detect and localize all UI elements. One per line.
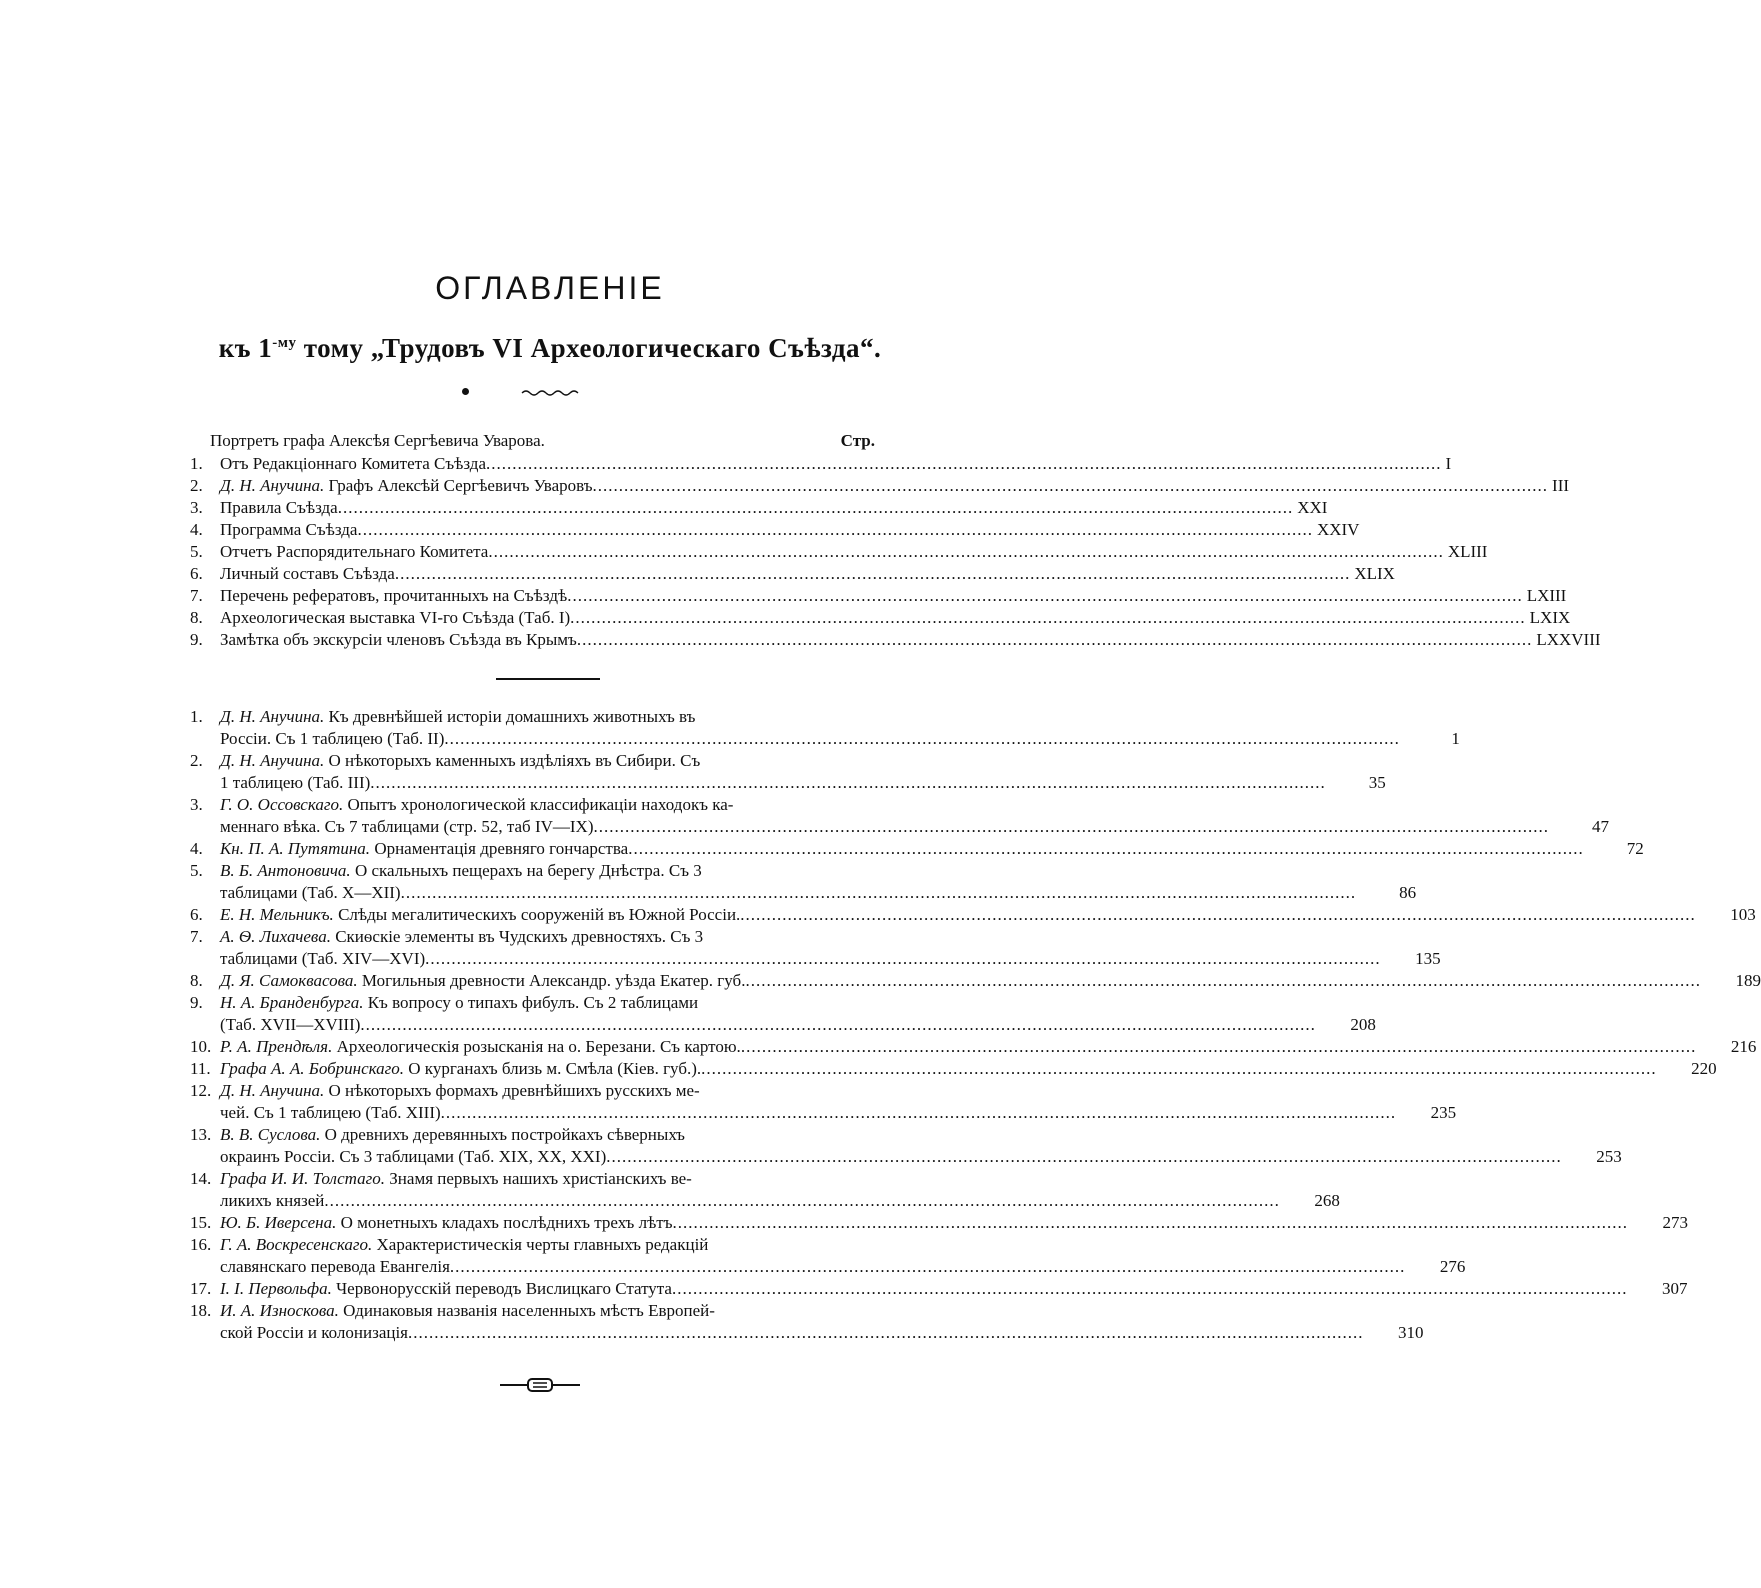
article-author: Д. Я. Самоквасова. <box>220 971 358 990</box>
article-title-continued: Россіи. Съ 1 таблицею (Таб. II) <box>220 729 445 748</box>
article-page: 216 <box>1730 1037 1757 1056</box>
article-line-2 <box>220 948 1441 970</box>
entry-body <box>220 453 1526 475</box>
article-author: Д. Н. Анучина. <box>220 707 325 726</box>
article-entry <box>190 970 1761 992</box>
article-body <box>220 838 1644 860</box>
entry-title: Правила Съѣзда <box>220 498 338 517</box>
leader-dots <box>577 629 1533 651</box>
article-line-2 <box>220 1014 1376 1036</box>
article-number: 13. <box>190 1125 212 1144</box>
entry-text <box>220 607 570 629</box>
article-number: 7. <box>190 927 203 946</box>
article-line-2 <box>220 728 1460 750</box>
article-line-2 <box>220 882 1416 904</box>
article-number: 8. <box>190 971 203 990</box>
article-title: Опытъ хронологической классификаціи находокъ ка- <box>343 795 734 814</box>
article-line-1 <box>220 1168 1340 1190</box>
article-line-1 <box>220 1300 1424 1322</box>
article-text <box>220 1124 685 1146</box>
articles-section <box>190 706 1761 1344</box>
article-text <box>220 750 700 772</box>
article-title: Къ вопросу о типахъ фибулъ. Съ 2 таблицами <box>363 993 699 1012</box>
article-author: А. Ѳ. Лихачева. <box>220 927 331 946</box>
entry-line <box>220 541 1528 563</box>
entry-text <box>220 519 357 541</box>
entry-page: I <box>1445 454 1452 473</box>
entry-line <box>220 563 1434 585</box>
entry-number: 7. <box>190 586 203 605</box>
article-title-continued: таблицами (Таб. XIV—XVI) <box>220 949 426 968</box>
article-author: Д. Н. Анучина. <box>220 1081 325 1100</box>
article-title: О древнихъ деревянныхъ постройкахъ сѣверныхъ <box>320 1125 685 1144</box>
article-text <box>220 1036 741 1058</box>
article-entry <box>190 1058 1717 1080</box>
article-title: Червонорусскій переводъ Вислицкаго Статута <box>331 1279 672 1298</box>
leader-dots <box>324 1190 1280 1212</box>
front-entry <box>190 541 1488 563</box>
front-entry <box>190 497 1328 519</box>
article-number: 10. <box>190 1037 212 1056</box>
article-line-2 <box>220 1322 1424 1344</box>
entry-body <box>220 475 1632 497</box>
ornament-dot <box>462 388 469 395</box>
entry-number: 6. <box>190 564 203 583</box>
article-body <box>220 1036 1756 1058</box>
article-body <box>220 1234 1465 1278</box>
article-page: 1 <box>1451 729 1460 748</box>
article-line-1 <box>220 1036 1756 1058</box>
leader-dots <box>570 607 1526 629</box>
article-body <box>220 1212 1688 1234</box>
article-title-continued: ликихъ князей <box>220 1191 325 1210</box>
article-page: 135 <box>1415 949 1441 968</box>
article-line-1 <box>220 1278 1687 1300</box>
article-page: 189 <box>1735 971 1761 990</box>
leader-dots <box>741 1036 1697 1058</box>
tailpiece-ornament <box>500 1377 580 1393</box>
entry-text <box>220 453 486 475</box>
entry-page: XLIII <box>1447 542 1488 561</box>
entry-body <box>220 585 1607 607</box>
leader-dots <box>488 541 1444 563</box>
article-entry <box>190 992 1376 1036</box>
article-line-1 <box>220 794 1609 816</box>
article-entry <box>190 1300 1424 1344</box>
article-title: Одинаковыя названія населенныхъ мѣстъ Европей- <box>338 1301 715 1320</box>
leader-dots <box>567 585 1523 607</box>
entry-body <box>220 519 1397 541</box>
article-entry <box>190 1080 1457 1124</box>
entry-number: 2. <box>190 476 203 495</box>
article-body <box>220 1058 1717 1080</box>
entry-number: 3. <box>190 498 203 517</box>
entry-body <box>220 563 1434 585</box>
article-line-1 <box>220 750 1386 772</box>
article-page: 47 <box>1591 817 1609 836</box>
entry-line <box>220 607 1610 629</box>
article-text <box>220 1168 692 1190</box>
article-line-1 <box>220 1058 1717 1080</box>
entry-line <box>220 453 1526 475</box>
article-body <box>220 794 1609 838</box>
article-number: 18. <box>190 1301 212 1320</box>
article-text <box>220 1278 672 1300</box>
article-entry <box>190 1278 1688 1300</box>
article-page: 220 <box>1691 1059 1717 1078</box>
article-line-1 <box>220 992 1376 1014</box>
article-line-2 <box>220 1102 1456 1124</box>
entry-line <box>220 475 1632 497</box>
article-line-2 <box>220 772 1386 794</box>
entry-line <box>220 497 1377 519</box>
article-number: 11. <box>190 1059 211 1078</box>
leader-dots <box>593 816 1549 838</box>
entry-line <box>220 519 1397 541</box>
article-number: 1. <box>190 707 203 726</box>
article-number: 3. <box>190 795 203 814</box>
leader-dots <box>745 970 1701 992</box>
article-body <box>220 860 1416 904</box>
entry-page: LXIX <box>1529 608 1571 627</box>
article-author: Графа И. И. Толстаго. <box>220 1169 386 1188</box>
leader-dots <box>441 1102 1397 1124</box>
article-line-1 <box>220 1080 1456 1102</box>
article-entry <box>190 1124 1622 1168</box>
front-entry <box>190 607 1571 629</box>
article-page: 208 <box>1350 1015 1376 1034</box>
article-body <box>220 992 1376 1036</box>
article-page: 310 <box>1398 1323 1424 1342</box>
article-body <box>220 926 1441 970</box>
front-matter-section <box>190 430 1601 651</box>
leader-dots <box>486 453 1442 475</box>
article-number: 17. <box>190 1279 212 1298</box>
entry-text <box>220 563 395 585</box>
subtitle-text-pre: къ 1 <box>218 333 273 363</box>
article-title-continued: ской Россіи и колонизація <box>220 1323 409 1342</box>
article-line-1 <box>220 706 1460 728</box>
entry-title: Отчетъ Распорядительнаго Комитета <box>220 542 489 561</box>
entry-author: Д. Н. Анучина. <box>220 476 325 495</box>
entry-page: III <box>1552 476 1570 495</box>
article-author: Г. А. Воскресенскаго. <box>220 1235 373 1254</box>
article-line-1 <box>220 1234 1465 1256</box>
article-text <box>220 926 703 948</box>
portrait-entry: Портретъ графа Алексѣя Сергѣевича Уварова. <box>210 431 545 450</box>
article-body <box>220 750 1386 794</box>
article-line-1 <box>220 1124 1622 1146</box>
article-line-1 <box>220 860 1416 882</box>
article-text <box>220 904 740 926</box>
article-page: 273 <box>1662 1213 1689 1232</box>
article-title: О монетныхъ кладахъ послѣднихъ трехъ лѣтъ <box>336 1213 673 1232</box>
article-title: Къ древнѣйшей исторіи домашнихъ животныхъ въ <box>324 707 696 726</box>
article-entry <box>190 1036 1757 1058</box>
article-page: 268 <box>1314 1191 1340 1210</box>
entry-page: XXI <box>1297 498 1328 517</box>
article-page: 86 <box>1399 883 1417 902</box>
article-body <box>220 1168 1340 1212</box>
article-page: 307 <box>1661 1279 1688 1298</box>
page-column-header: Стр. <box>840 431 875 450</box>
entry-text <box>220 475 593 497</box>
article-title: Орнаментація древняго гончарства <box>370 839 629 858</box>
article-title: О курганахъ близь м. Смѣла (Кiев. губ.). <box>404 1059 702 1078</box>
leader-dots <box>425 948 1381 970</box>
entry-body <box>220 497 1377 519</box>
leader-dots <box>672 1278 1628 1300</box>
article-body <box>220 1300 1424 1344</box>
entry-body <box>220 629 1616 651</box>
article-author: Графа А. А. Бобринскаго. <box>220 1059 405 1078</box>
entry-title: Замѣтка объ экскурсіи членовъ Съѣзда въ Крымъ <box>220 630 577 649</box>
entry-text <box>220 541 488 563</box>
article-title-continued: 1 таблицею (Таб. III) <box>220 773 371 792</box>
leader-dots <box>401 882 1357 904</box>
article-title: О нѣкоторыхъ каменныхъ издѣліяхъ въ Сибири. Съ <box>324 751 701 770</box>
page-title: ОГЛАВЛЕНІЕ <box>435 270 665 306</box>
article-title: О скальныхъ пещерахъ на берегу Днѣстра. Съ 3 <box>350 861 702 880</box>
section-divider <box>496 678 600 680</box>
article-title: Могильныя древности Александр. уѣзда Екатер. губ. <box>357 971 746 990</box>
articles-list <box>190 706 1761 1344</box>
article-author: Г. О. Оссовскаго. <box>220 795 344 814</box>
article-number: 5. <box>190 861 203 880</box>
article-body <box>220 1124 1622 1168</box>
article-title: Знамя первыхъ нашихъ христіанскихъ ве- <box>385 1169 692 1188</box>
article-title: Археологическія розысканія на о. Березани. Съ картою. <box>332 1037 741 1056</box>
entry-title: Личный составъ Съѣзда <box>220 564 395 583</box>
entry-title: Графъ Алексѣй Сергѣевичъ Уваровъ <box>324 476 593 495</box>
entry-number: 8. <box>190 608 203 627</box>
article-entry <box>190 1168 1340 1212</box>
article-author: В. Б. Антоновича. <box>220 861 351 880</box>
front-entry <box>190 563 1395 585</box>
entry-page: LXIII <box>1526 586 1567 605</box>
article-number: 15. <box>190 1213 212 1232</box>
article-text <box>220 970 745 992</box>
article-title-continued: таблицами (Таб. X—XII) <box>220 883 401 902</box>
article-number: 14. <box>190 1169 212 1188</box>
article-title-continued: окраинъ Россіи. Съ 3 таблицами (Таб. XIX, XX, XXI) <box>220 1147 607 1166</box>
article-page: 235 <box>1430 1103 1457 1122</box>
entry-body <box>220 541 1528 563</box>
article-author: И. А. Износкова. <box>220 1301 339 1320</box>
entry-number: 9. <box>190 630 203 649</box>
article-entry <box>190 794 1609 838</box>
article-page: 35 <box>1368 773 1386 792</box>
article-text <box>220 1212 673 1234</box>
article-title: Слѣды мегалитическихъ сооруженій въ Южной Россіи. <box>333 905 741 924</box>
article-number: 12. <box>190 1081 212 1100</box>
entry-page: XLIX <box>1354 564 1395 583</box>
entry-text <box>220 497 338 519</box>
article-body <box>220 970 1761 992</box>
article-text <box>220 794 733 816</box>
leader-dots <box>360 1014 1316 1036</box>
front-entry <box>190 585 1567 607</box>
article-entry <box>190 926 1441 970</box>
subtitle-superscript: -му <box>272 335 297 351</box>
front-entry <box>190 629 1601 651</box>
entry-body <box>220 607 1610 629</box>
front-matter-header <box>190 430 920 452</box>
leader-dots <box>450 1256 1406 1278</box>
leader-dots <box>606 1146 1562 1168</box>
article-author: В. В. Суслова. <box>220 1125 321 1144</box>
article-title: О нѣкоторыхъ формахъ древнѣйшихъ русскихъ ме- <box>324 1081 700 1100</box>
leader-dots <box>338 497 1294 519</box>
article-text <box>220 860 702 882</box>
leader-dots <box>740 904 1696 926</box>
article-author: I. I. Первольфа. <box>220 1279 332 1298</box>
article-title: Скиѳскіе элементы въ Чудскихъ древностяхъ. Съ 3 <box>330 927 704 946</box>
entry-number: 5. <box>190 542 203 561</box>
article-line-1 <box>220 838 1644 860</box>
article-line-2 <box>220 1146 1622 1168</box>
article-page: 103 <box>1730 905 1756 924</box>
article-page: 72 <box>1626 839 1644 858</box>
leader-dots <box>701 1058 1657 1080</box>
leader-dots <box>673 1212 1629 1234</box>
article-text <box>220 838 628 860</box>
article-page: 253 <box>1596 1147 1622 1166</box>
leader-dots <box>628 838 1584 860</box>
article-line-2 <box>220 816 1609 838</box>
article-entry <box>190 860 1417 904</box>
article-body <box>220 1080 1456 1124</box>
entry-line <box>220 629 1616 651</box>
leader-dots <box>593 475 1549 497</box>
article-text <box>220 1300 715 1322</box>
article-line-2 <box>220 1190 1340 1212</box>
article-text <box>220 1080 700 1102</box>
article-entry <box>190 1212 1689 1234</box>
article-text <box>220 1234 708 1256</box>
leader-dots <box>444 728 1400 750</box>
article-body <box>220 1278 1687 1300</box>
article-line-1 <box>220 1212 1688 1234</box>
entry-number: 4. <box>190 520 203 539</box>
article-title: Характеристическія черты главныхъ редакцій <box>372 1235 709 1254</box>
front-matter-list <box>190 453 1601 651</box>
article-line-2 <box>220 1256 1465 1278</box>
article-entry <box>190 904 1756 926</box>
leader-dots <box>370 772 1326 794</box>
article-author: Ю. Б. Иверсена. <box>220 1213 337 1232</box>
entry-title: Перечень рефератовъ, прочитанныхъ на Съѣздѣ <box>220 586 568 605</box>
article-body <box>220 706 1460 750</box>
article-title-continued: славянскаго перевода Евангелія <box>220 1257 450 1276</box>
article-page: 276 <box>1439 1257 1466 1276</box>
article-entry <box>190 838 1644 860</box>
leader-dots <box>408 1322 1364 1344</box>
article-title-continued: (Таб. XVII—XVIII) <box>220 1015 361 1034</box>
entry-page: XXIV <box>1316 520 1360 539</box>
article-number: 16. <box>190 1235 212 1254</box>
article-number: 4. <box>190 839 203 858</box>
ornament-wave <box>520 388 580 398</box>
subtitle-text-post: тому „Трудовъ VI Археологическаго Съѣзда“. <box>296 333 882 363</box>
article-author: Д. Н. Анучина. <box>220 751 325 770</box>
article-text <box>220 992 698 1014</box>
entry-title: Программа Съѣзда <box>220 520 358 539</box>
article-line-1 <box>220 904 1756 926</box>
article-number: 9. <box>190 993 203 1012</box>
front-entry <box>190 475 1570 497</box>
article-entry <box>190 1234 1466 1278</box>
article-author: Кн. П. А. Путятина. <box>220 839 371 858</box>
article-author: Н. А. Бранденбурга. <box>220 993 364 1012</box>
article-author: Р. А. Прендѣля. <box>220 1037 333 1056</box>
article-line-1 <box>220 926 1441 948</box>
entry-title: Археологическая выставка VI-го Съѣзда (Таб. I) <box>220 608 571 627</box>
article-title-continued: меннаго вѣка. Съ 7 таблицами (стр. 52, таб IV—IX) <box>220 817 594 836</box>
entry-text <box>220 585 567 607</box>
article-entry <box>190 750 1386 794</box>
leader-dots <box>357 519 1313 541</box>
leader-dots <box>395 563 1351 585</box>
article-body <box>220 904 1756 926</box>
front-entry <box>190 453 1452 475</box>
article-number: 6. <box>190 905 203 924</box>
article-number: 2. <box>190 751 203 770</box>
entry-text <box>220 629 577 651</box>
entry-line <box>220 585 1607 607</box>
entry-title: Отъ Редакціоннаго Комитета Съѣзда <box>220 454 487 473</box>
entry-page: LXXVIII <box>1536 630 1601 649</box>
article-title-continued: чей. Съ 1 таблицею (Таб. XIII) <box>220 1103 441 1122</box>
front-entry <box>190 519 1360 541</box>
article-text <box>220 706 695 728</box>
page-subtitle <box>0 333 1100 364</box>
article-text <box>220 1058 701 1080</box>
article-line-1 <box>220 970 1761 992</box>
article-author: Е. Н. Мельникъ. <box>220 905 334 924</box>
article-entry <box>190 706 1460 750</box>
entry-number: 1. <box>190 454 203 473</box>
